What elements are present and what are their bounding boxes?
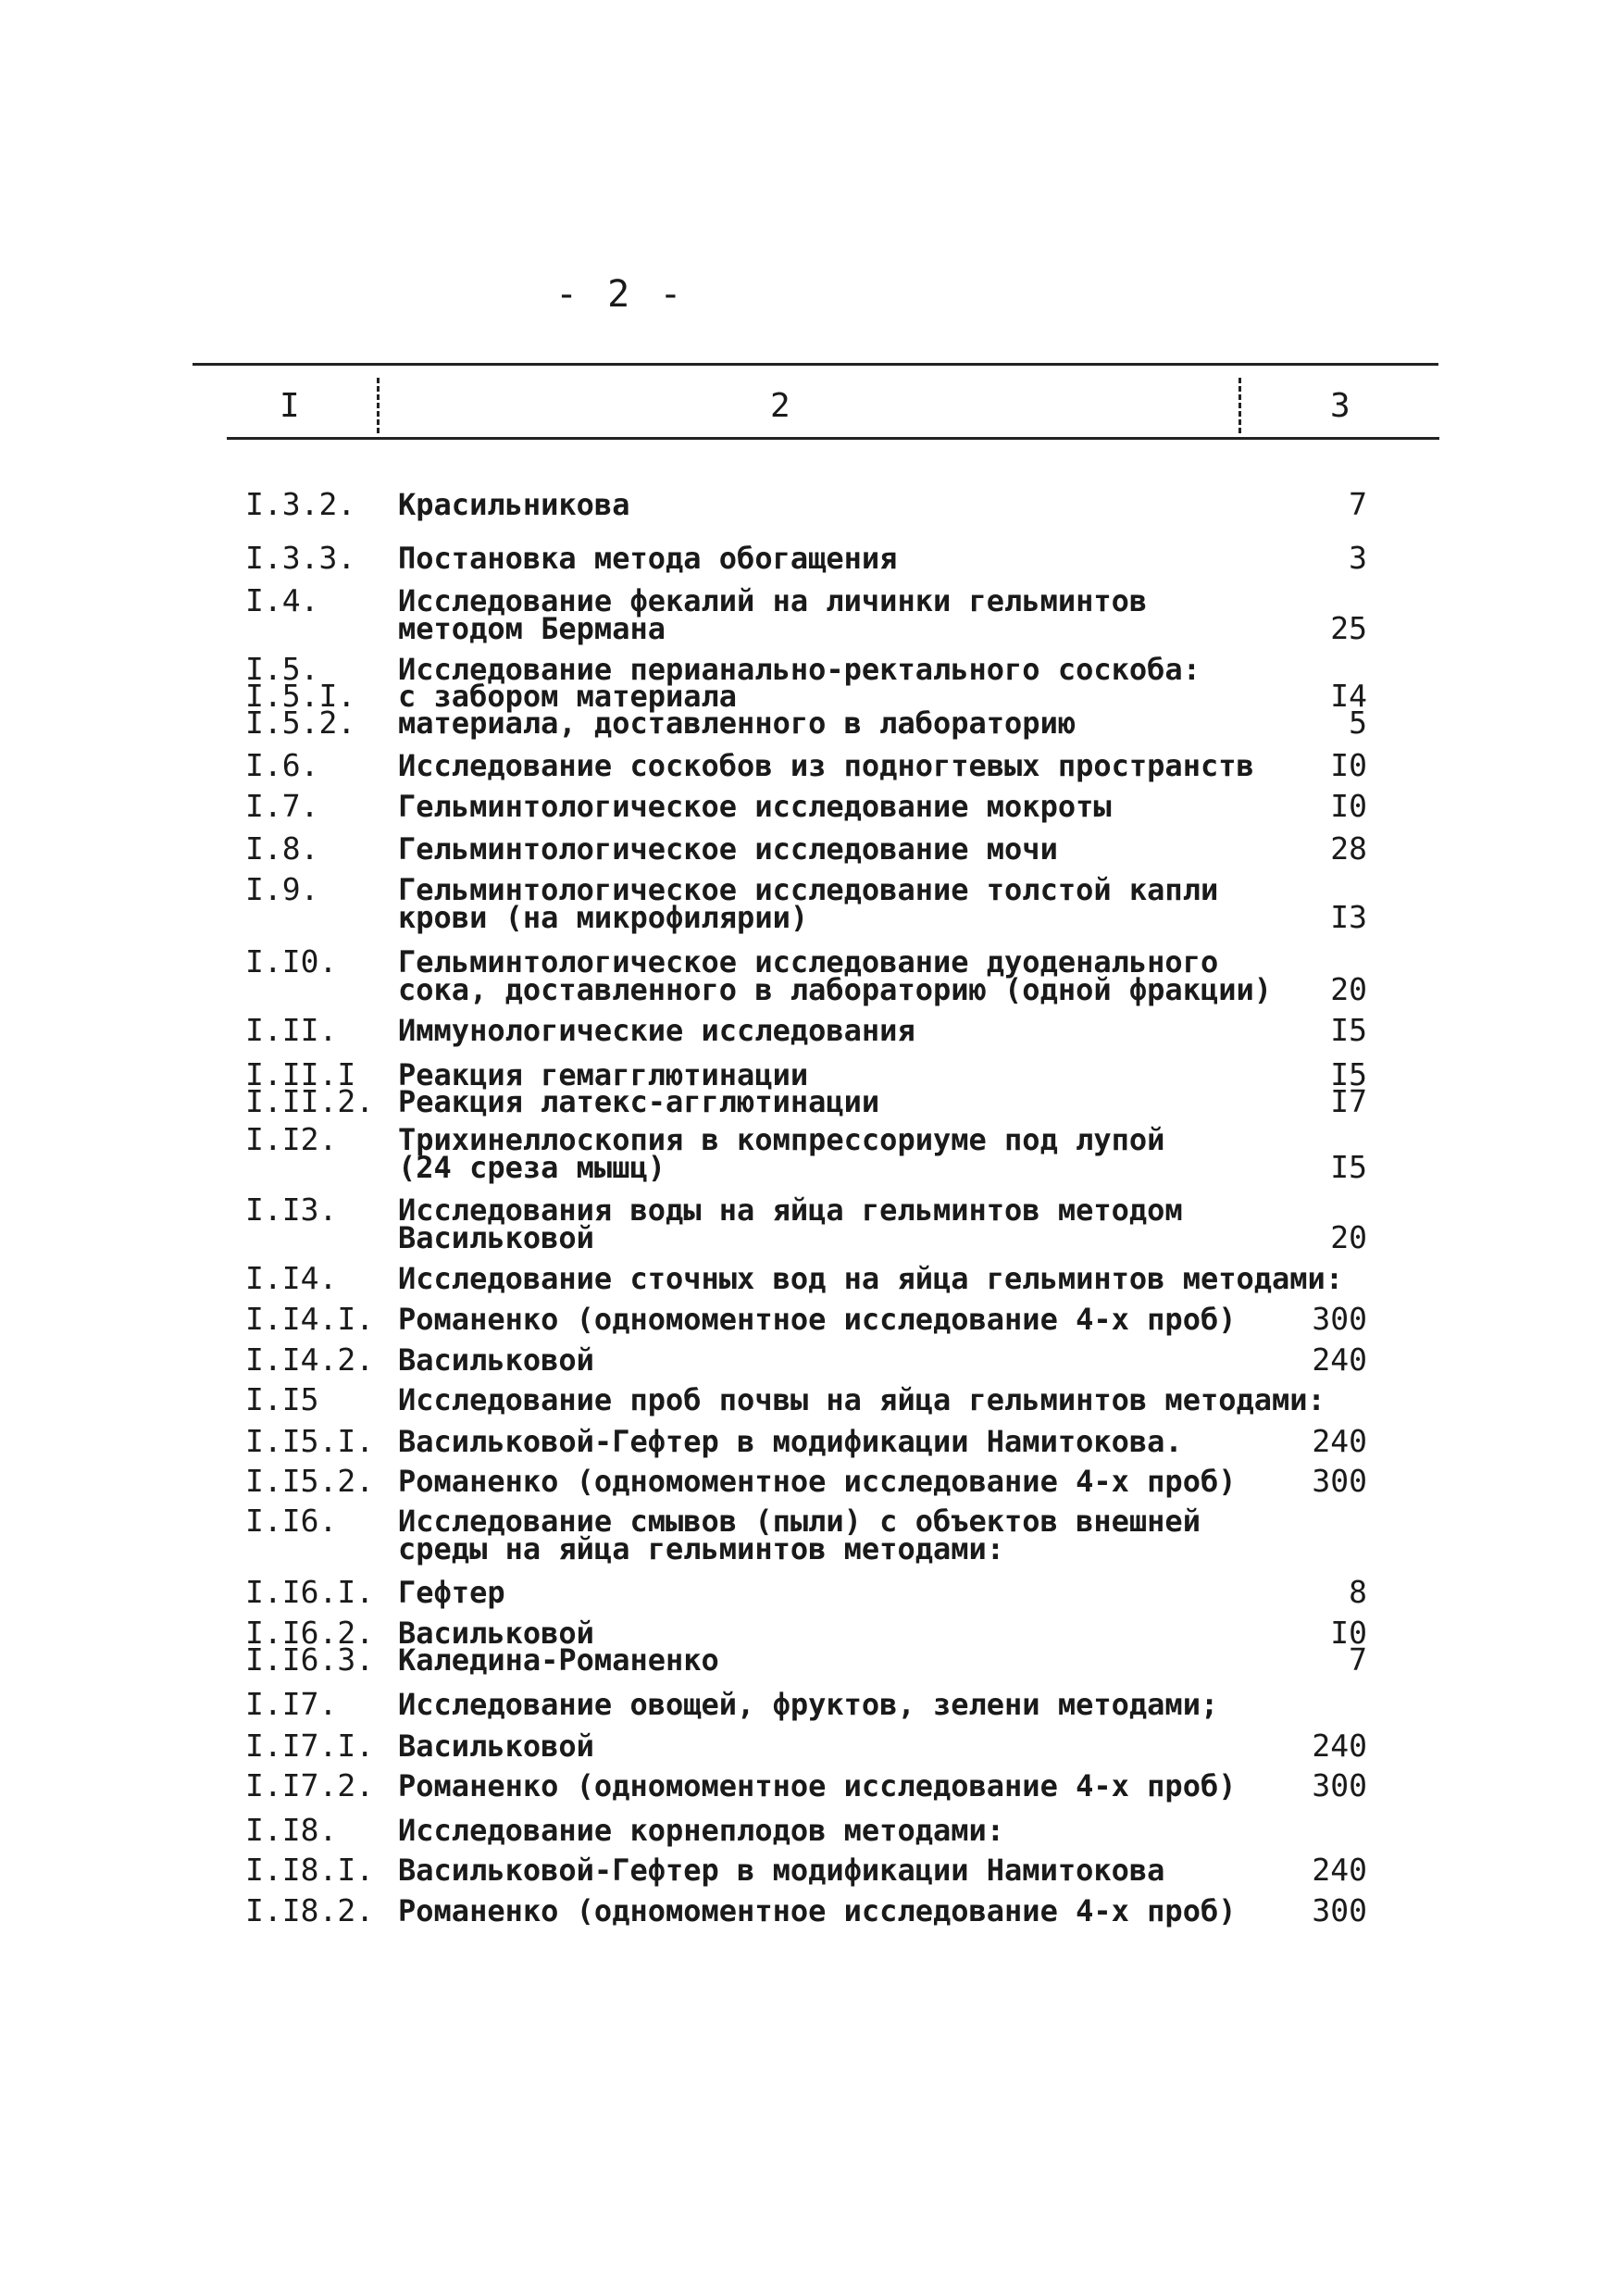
row-value: 7 <box>1349 1641 1367 1678</box>
row-description: Исследование проб почвы на яйца гельминтов методами: <box>398 1382 1326 1417</box>
row-number: I.I7. <box>245 1686 338 1722</box>
row-description: Исследование перианально-ректального соскоба: <box>398 652 1201 687</box>
row-description: Романенко (одномоментное исследование 4-х проб) <box>398 1302 1237 1337</box>
row-value: 8 <box>1349 1574 1367 1610</box>
row-value: 25 <box>1330 610 1367 646</box>
row-description: (24 среза мышц) <box>398 1150 666 1185</box>
row-number: I.5.I. <box>245 678 356 714</box>
row-number: I.I4.2. <box>245 1341 375 1378</box>
row-number: I.I2. <box>245 1121 338 1157</box>
row-description: среды на яйца гельминтов методами: <box>398 1531 1005 1566</box>
row-value: 7 <box>1349 486 1367 522</box>
row-value: 300 <box>1312 1463 1367 1499</box>
row-number: I.6. <box>245 747 319 783</box>
row-value: 300 <box>1312 1767 1367 1803</box>
row-number: I.I4. <box>245 1260 338 1296</box>
row-description: Гельминтологическое исследование мокроты <box>398 789 1112 824</box>
row-value: 240 <box>1312 1728 1367 1764</box>
row-number: I.I5.I. <box>245 1423 375 1459</box>
row-description: Реакция гемагглютинации <box>398 1057 809 1092</box>
table-top-rule <box>193 363 1438 366</box>
row-number: I.I8.I. <box>245 1852 375 1888</box>
row-description: Трихинеллоскопия в компрессориуме под лупой <box>398 1122 1165 1157</box>
row-value: I3 <box>1330 899 1367 935</box>
row-description: крови (на микрофилярии) <box>398 900 809 935</box>
row-value: 3 <box>1349 540 1367 576</box>
row-description: Исследование корнеплодов методами: <box>398 1813 1005 1848</box>
row-number: I.3.3. <box>245 540 356 576</box>
row-description: с забором материала <box>398 679 738 714</box>
column-header-1: I <box>280 387 300 425</box>
row-number: I.3.2. <box>245 486 356 522</box>
row-number: I.I6.3. <box>245 1641 375 1678</box>
row-description: Гельминтологическое исследование мочи <box>398 831 1058 867</box>
row-number: I.I6.I. <box>245 1574 375 1610</box>
column-header-3: 3 <box>1330 387 1350 425</box>
row-description: Исследование смывов (пыли) с объектов внешней <box>398 1504 1201 1539</box>
row-value: 20 <box>1330 1219 1367 1255</box>
row-description: Каледина-Романенко <box>398 1642 719 1678</box>
row-description: Романенко (одномоментное исследование 4-х проб) <box>398 1768 1237 1803</box>
row-number: I.I0. <box>245 943 338 980</box>
row-value: I0 <box>1330 1615 1367 1651</box>
row-description: Васильковой-Гефтер в модификации Намитокова. <box>398 1424 1183 1459</box>
row-description: Исследование фекалий на личинки гельминтов <box>398 583 1148 618</box>
row-description: сока, доставленного в лабораторию (одной фракции) <box>398 972 1273 1007</box>
row-number: I.II. <box>245 1012 338 1048</box>
row-number: I.I8. <box>245 1812 338 1848</box>
row-description: Постановка метода обогащения <box>398 541 898 576</box>
row-value: 300 <box>1312 1301 1367 1337</box>
row-number: I.I7.I. <box>245 1728 375 1764</box>
row-number: I.I5.2. <box>245 1463 375 1499</box>
row-number: I.I6. <box>245 1503 338 1539</box>
row-value: 5 <box>1349 705 1367 741</box>
row-value: I4 <box>1330 678 1367 714</box>
row-value: I7 <box>1330 1083 1367 1119</box>
row-value: 240 <box>1312 1341 1367 1378</box>
row-number: I.I3. <box>245 1192 338 1228</box>
row-value: I5 <box>1330 1012 1367 1048</box>
row-description: Васильковой <box>398 1342 594 1378</box>
row-number: I.9. <box>245 871 319 907</box>
row-number: I.I7.2. <box>245 1767 375 1803</box>
row-value: 20 <box>1330 971 1367 1007</box>
column-separator <box>1238 378 1241 433</box>
table-header-rule <box>227 437 1439 440</box>
row-description: Гефтер <box>398 1575 505 1610</box>
row-description: Васильковой <box>398 1728 594 1764</box>
row-number: I.5. <box>245 651 319 687</box>
row-value: 240 <box>1312 1852 1367 1888</box>
row-number: I.I8.2. <box>245 1892 375 1928</box>
row-description: Исследование соскобов из подногтевых пространств <box>398 748 1254 783</box>
row-description: Васильковой <box>398 1616 594 1651</box>
row-description: Романенко (одномоментное исследование 4-х проб) <box>398 1893 1237 1928</box>
row-description: Исследование сточных вод на яйца гельминтов методами: <box>398 1261 1344 1296</box>
row-number: I.7. <box>245 788 319 824</box>
row-value: 300 <box>1312 1892 1367 1928</box>
row-number: I.II.I <box>245 1056 356 1092</box>
row-description: методом Бермана <box>398 611 666 646</box>
row-number: I.I5 <box>245 1381 319 1417</box>
row-value: I5 <box>1330 1056 1367 1092</box>
row-number: I.I6.2. <box>245 1615 375 1651</box>
row-value: I0 <box>1330 788 1367 824</box>
row-number: I.8. <box>245 830 319 867</box>
row-description: Гельминтологическое исследование толстой капли <box>398 872 1219 907</box>
row-description: Красильникова <box>398 487 630 522</box>
row-description: Васильковой-Гефтер в модификации Намитокова <box>398 1853 1165 1888</box>
row-description: Иммунологические исследования <box>398 1013 915 1048</box>
page-number: - 2 - <box>555 273 686 316</box>
row-value: 240 <box>1312 1423 1367 1459</box>
row-description: Васильковой <box>398 1220 594 1255</box>
row-description: Реакция латекс-агглютинации <box>398 1084 880 1119</box>
row-value: 28 <box>1330 830 1367 867</box>
row-description: Исследование овощей, фруктов, зелени методами; <box>398 1687 1219 1722</box>
column-header-2: 2 <box>770 387 790 425</box>
column-separator <box>377 378 380 433</box>
row-value: I5 <box>1330 1149 1367 1185</box>
row-description: Романенко (одномоментное исследование 4-х проб) <box>398 1464 1237 1499</box>
row-number: I.4. <box>245 582 319 618</box>
row-number: I.I4.I. <box>245 1301 375 1337</box>
row-number: I.5.2. <box>245 705 356 741</box>
row-description: Гельминтологическое исследование дуоденального <box>398 944 1219 980</box>
row-description: Исследования воды на яйца гельминтов методом <box>398 1192 1183 1228</box>
row-number: I.II.2. <box>245 1083 375 1119</box>
row-value: I0 <box>1330 747 1367 783</box>
row-description: материала, доставленного в лабораторию <box>398 705 1077 741</box>
